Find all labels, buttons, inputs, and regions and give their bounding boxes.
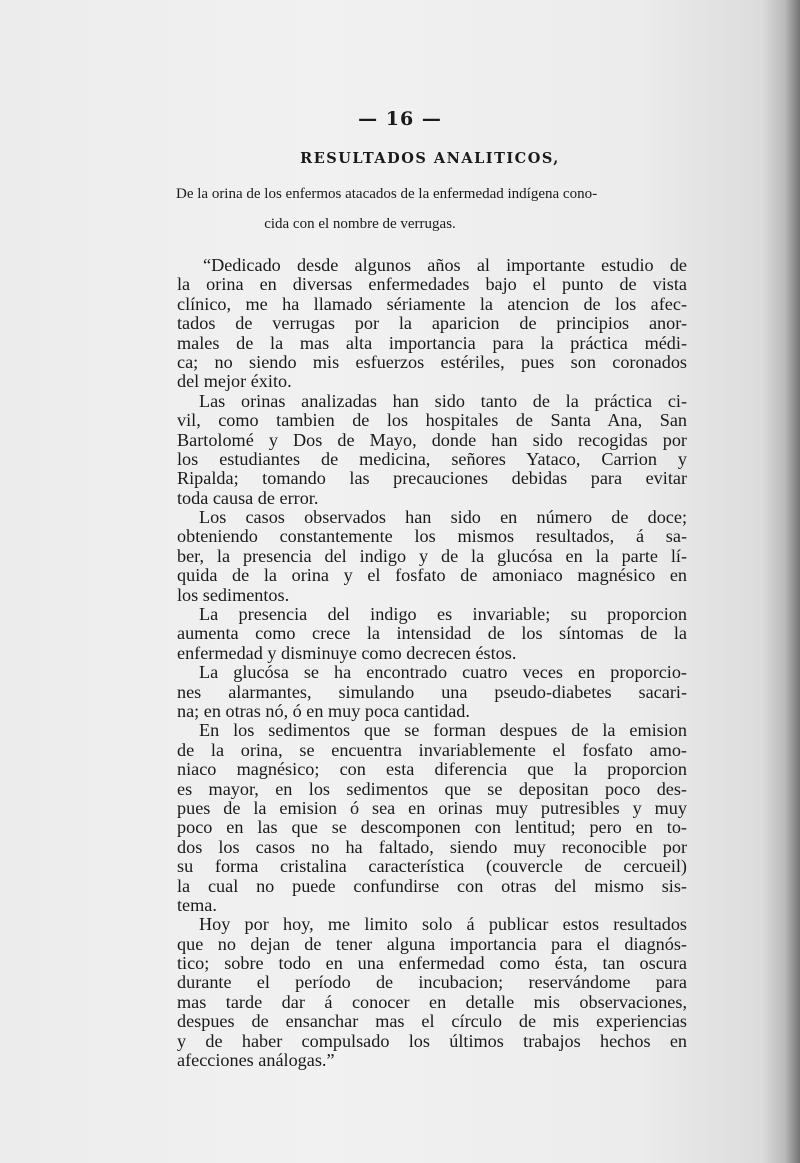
body-line: su forma cristalina característica (couvercle de cercueil): [177, 856, 687, 877]
body-line: vil, como tambien de los hospitales de Santa Ana, San: [177, 410, 687, 431]
body-line: del mejor éxito.: [177, 371, 292, 392]
body-line: los estudiantes de medicina, señores Yataco, Carrion y: [177, 448, 687, 469]
body-line: na; en otras nó, ó en muy poca cantidad.: [177, 700, 470, 721]
body-line: que no dejan de tener alguna importancia para el diagnós-: [177, 933, 687, 954]
body-line: afecciones análogas.”: [177, 1050, 335, 1071]
body-text: [177, 256, 687, 1070]
body-line: dos los casos no ha faltado, siendo muy reconocible por: [177, 836, 687, 857]
body-line: obteniendo constantemente los mismos resultados, á sa-: [177, 526, 687, 547]
body-line: de la orina, se encuentra invariablemente el fosfato amo-: [177, 739, 687, 760]
body-line: Bartolomé y Dos de Mayo, donde han sido recogidas por: [177, 429, 687, 450]
body-line: mas tarde dar á conocer en detalle mis observaciones,: [177, 991, 687, 1012]
body-line: Ripalda; tomando las precauciones debidas para evitar: [177, 468, 687, 489]
body-line: pues de la emision ó sea en orinas muy putresibles y muy: [177, 797, 687, 818]
page-number: — 16 —: [358, 108, 442, 130]
body-line: La presencia del indigo es invariable; su proporcion: [199, 604, 687, 625]
body-line: tema.: [177, 894, 217, 915]
subtitle-line-1: De la orina de los enfermos atacados de la enfermedad indígena cono-: [176, 186, 598, 202]
body-line: tico; sobre todo en una enfermedad como ésta, tan oscura: [177, 953, 687, 974]
body-line: Las orinas analizadas han sido tanto de la práctica ci-: [199, 390, 687, 411]
body-line: toda causa de error.: [177, 487, 319, 508]
body-line: la orina en diversas enfermedades bajo el punto de vista: [177, 274, 687, 295]
subtitle-line-2: cida con el nombre de verrugas.: [264, 216, 456, 232]
body-line: ber, la presencia del indigo y de la glucósa en la parte lí-: [177, 545, 687, 566]
body-line: la cual no puede confundirse con otras del mismo sis-: [177, 875, 687, 896]
body-line: los sedimentos.: [177, 584, 290, 605]
body-line: La glucósa se ha encontrado cuatro veces en proporcio-: [199, 662, 687, 683]
body-line: Hoy por hoy, me limito solo á publicar estos resultados: [199, 914, 687, 935]
body-line: quida de la orina y el fosfato de amoniaco magnésico en: [177, 565, 687, 586]
body-line: En los sedimentos que se forman despues de la emision: [199, 720, 687, 741]
body-line: tados de verrugas por la aparicion de principios anor-: [177, 313, 687, 334]
body-line: poco en las que se descomponen con lentitud; pero en to-: [177, 817, 687, 838]
body-line: aumenta como crece la intensidad de los síntomas de la: [177, 623, 687, 644]
page-edge-shadow: [762, 0, 800, 1163]
body-line: clínico, me ha llamado sériamente la atencion de los afec-: [177, 293, 687, 314]
body-line: niaco magnésico; con esta diferencia que la proporcion: [177, 759, 687, 780]
body-line: es mayor, en los sedimentos que se depositan poco des-: [177, 778, 687, 799]
body-line: “Dedicado desde algunos años al importante estudio de: [203, 255, 687, 275]
body-line: durante el período de incubacion; reservándome para: [177, 972, 687, 993]
section-title: RESULTADOS ANALITICOS,: [300, 150, 560, 167]
body-line: ca; no siendo mis esfuerzos estériles, pues son coronados: [177, 351, 687, 372]
body-line: males de la mas alta importancia para la práctica médi-: [177, 332, 687, 353]
body-line: nes alarmantes, simulando una pseudo-diabetes sacari-: [177, 681, 687, 702]
body-line: y de haber compulsado los últimos trabajos hechos en: [177, 1030, 687, 1051]
body-line: despues de ensanchar mas el círculo de mis experiencias: [177, 1011, 687, 1032]
body-line: Los casos observados han sido en número de doce;: [199, 507, 687, 528]
body-line: enfermedad y disminuye como decrecen éstos.: [177, 642, 517, 663]
